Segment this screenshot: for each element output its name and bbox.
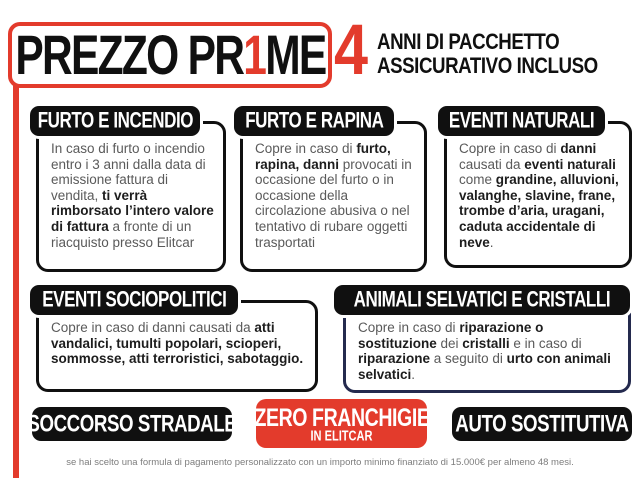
badge-zero-line-2: IN ELITCAR (310, 426, 373, 444)
card-eventi-naturali-title-pill (438, 106, 605, 136)
badge-label: AUTO SOSTITUTIVA (455, 409, 629, 438)
card-eventi-sociopolitici-title-pill (30, 285, 238, 315)
title-post: ME (264, 23, 326, 87)
subtitle-line-1: ANNI DI PACCHETTO (377, 29, 560, 54)
card-animali-selvatici-e-cristalli (343, 287, 631, 393)
card-furto-e-rapina-title-pill (234, 106, 394, 136)
big-number-4: 4 (334, 9, 369, 90)
card-title: FURTO E INCENDIO (37, 108, 193, 133)
card-body-text: In caso di furto o incendio entro i 3 anni dalla data di emissione fattura di vendita, ti verrà rimborsato l’intero valore di fattura a fronte di un riacquisto presso Elitcar (36, 121, 226, 272)
page-title (15, 23, 325, 88)
title-number-accent: 1 (242, 23, 265, 87)
card-animali-selvatici-title-pill (334, 285, 630, 315)
card-furto-e-incendio-title-pill (30, 106, 200, 136)
card-body-text: Copre in caso di riparazione o sostituzione dei cristalli e in caso di riparazione a seguito di urto con animali selvatici. (343, 300, 631, 393)
card-eventi-sociopolitici (36, 287, 318, 392)
card-title: EVENTI SOCIOPOLITICI (41, 287, 227, 312)
badge-zero-franchigie (254, 399, 430, 448)
card-furto-e-rapina (240, 108, 427, 272)
card-body-text: Copre in caso di furto, rapina, danni provocati in occasione del furto o in occasione della circolazione abusiva o nel tentativo di rubare oggetti trasportati (240, 121, 427, 272)
card-body-text: Copre in caso di danni causati da atti vandalici, tumulti popolari, scioperi, sommosse, atti terroristici, sabotaggio. (36, 300, 318, 392)
title-pre: PREZZO PR (14, 23, 243, 87)
header-subtitle (377, 30, 598, 78)
card-title: ANIMALI SELVATICI E CRISTALLI (353, 287, 611, 312)
card-body-text: Copre in caso di danni causati da eventi naturali come grandine, alluvioni, valanghe, slavine, frane, trombe d’aria, uragani, caduta accidentale di neve. (444, 121, 632, 268)
card-title: FURTO E RAPINA (244, 108, 384, 133)
badge-label: SOCCORSO STRADALE (27, 409, 237, 438)
card-furto-e-incendio (36, 108, 226, 272)
badge-soccorso-stradale (27, 407, 237, 441)
subtitle-line-2: ASSICURATIVO INCLUSO (377, 53, 598, 78)
card-eventi-naturali (444, 108, 632, 268)
title-box (8, 22, 332, 88)
red-connector-line (13, 84, 19, 478)
badge-auto-sostitutiva (452, 407, 632, 441)
footer-disclaimer: se hai scelto una formula di pagamento personalizzato con un importo minimo finanziato di 15.000€ per almeno 48 mesi. (66, 457, 574, 468)
card-title: EVENTI NATURALI (448, 108, 595, 133)
badge-zero-line-1: ZERO FRANCHIGIE (254, 402, 430, 431)
